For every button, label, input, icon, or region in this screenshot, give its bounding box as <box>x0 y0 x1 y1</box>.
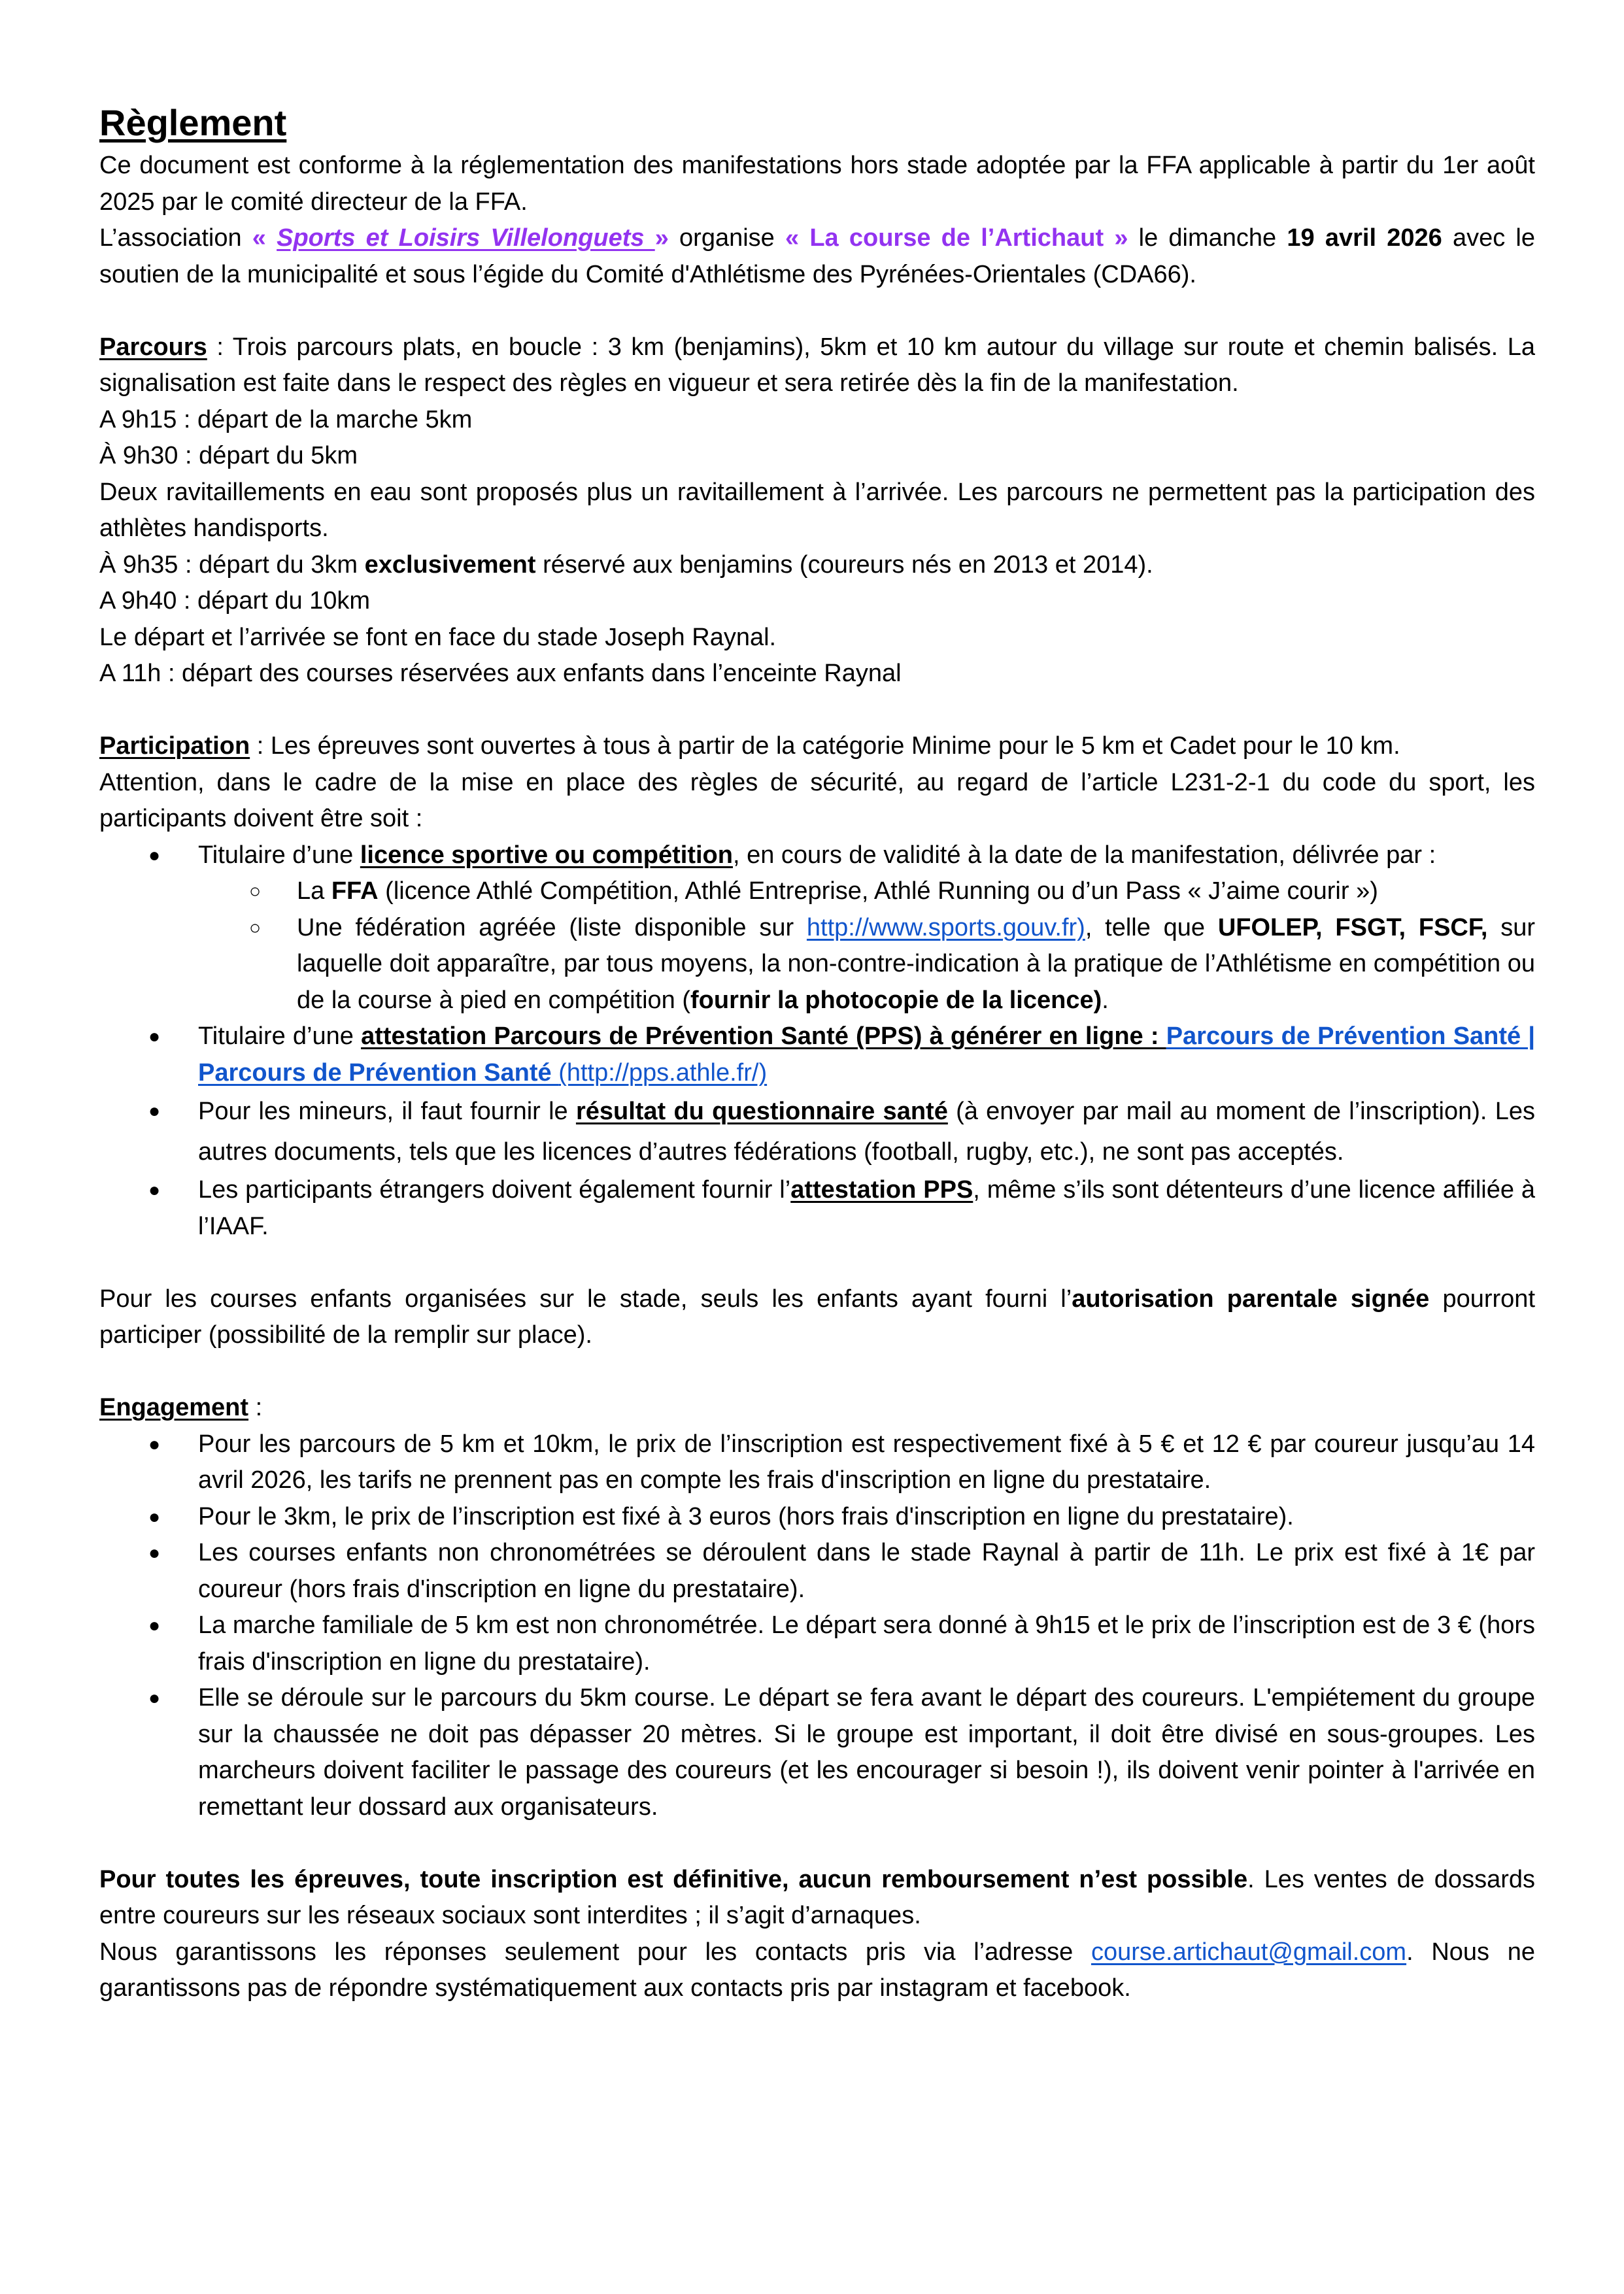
sub-list-item <box>198 910 1535 1019</box>
sub2-text-b: , telle que <box>1085 913 1218 941</box>
footer-section <box>99 1862 1535 2007</box>
pps-link-title[interactable]: Parcours de Prévention Santé | Parcours de Prévention Santé <box>198 1022 1535 1087</box>
intro-date-prefix: le dimanche <box>1128 224 1287 252</box>
engagement-suffix: : <box>248 1394 263 1421</box>
sub1-bold: FFA <box>331 877 379 905</box>
list-item <box>99 1091 1535 1172</box>
engagement-heading: Engagement <box>99 1394 249 1421</box>
bullet4-text-b: , même s’ils sont détenteurs d’une licence affiliée à l’IAAF. <box>198 1176 1536 1240</box>
bullet3-bold: résultat du questionnaire santé <box>575 1098 948 1125</box>
schedule-line: A 9h40 : départ du 10km <box>99 587 371 615</box>
bullet3-text-a: Pour les mineurs, il faut fournir le <box>198 1098 576 1125</box>
parcours-text: : Trois parcours plats, en boucle : 3 km (benjamins), 5km et 10 km autour du village sur route et chemin balisés. La signalisation est faite dans le respect des règles en vigueur et sera retirée dès la fin de la manifestation. <box>99 333 1535 397</box>
refund-text: . Les ventes de dossards entre coureurs sur les réseaux sociaux sont interdites ; il s’agit d’arnaques. <box>99 1865 1535 1929</box>
intro-assoc-prefix: L’association <box>99 224 252 252</box>
bullet2-text-a: Titulaire d’une <box>198 1022 362 1050</box>
parcours-section <box>99 329 1535 692</box>
ravitaillement-text: Deux ravitaillements en eau sont proposés plus un ravitaillement à l’arrivée. Les parcours ne permettent pas la participation des athlètes handisports. <box>99 478 1535 542</box>
participation-list <box>99 837 1535 1245</box>
parcours-intro <box>99 329 1535 402</box>
list-item: ● Les courses enfants non chronométrées se déroulent dans le stade Raynal à partir de 11h. Le prix est fixé à 1€ par coureur (hors frais d'inscription en ligne du prestataire). <box>99 1535 1535 1608</box>
intro-organise: organise <box>668 224 785 252</box>
schedule-line: À 9h30 : départ du 5km <box>99 442 358 469</box>
enfants-text-a: Pour les courses enfants organisées sur le stade, seuls les enfants ayant fourni l’ <box>99 1285 1072 1313</box>
sub2-text-a: Une fédération agréée (liste disponible sur <box>297 913 807 941</box>
intro-paragraph <box>99 148 1535 293</box>
sub-list-item <box>198 873 1535 910</box>
sub1-text-b: (licence Athlé Compétition, Athlé Entreprise, Athlé Running ou d’un Pass « J’aime courir ») <box>378 877 1378 905</box>
list-item <box>99 837 1535 1019</box>
bullet4-text-a: Les participants étrangers doivent également fournir l’ <box>198 1176 791 1204</box>
spacer <box>99 1825 1535 1862</box>
sub2-text-d: . <box>1102 986 1109 1014</box>
spacer <box>99 1245 1535 1281</box>
spacer <box>99 692 1535 729</box>
spacer <box>99 293 1535 329</box>
email-link[interactable]: course.artichaut@gmail.com <box>1091 1938 1407 1966</box>
list-item: ● Pour les parcours de 5 km et 10km, le prix de l’inscription est respectivement fixé à 5 € et 12 € par coureur jusqu’au 14 avril 2026, les tarifs ne prennent pas en compte les frais d'inscription en ligne du prestataire. <box>99 1426 1535 1499</box>
participation-section <box>99 728 1535 1354</box>
attention-text: Attention, dans le cadre de la mise en place des règles de sécurité, au regard de l’article L231-2-1 du code du sport, les participants doivent être soit : <box>99 768 1535 832</box>
participation-intro <box>99 728 1535 765</box>
page-title: Règlement <box>99 102 287 143</box>
quote-open: « <box>252 224 277 252</box>
schedule-line: A 11h : départ des courses réservées aux enfants dans l’enceinte Raynal <box>99 660 902 687</box>
list-item: ● La marche familiale de 5 km est non chronométrée. Le départ sera donné à 9h15 et le prix de l’inscription est de 3 € (hors frais d'inscription en ligne du prestataire). <box>99 1608 1535 1680</box>
contact-text-a: Nous garantissons les réponses seulement pour les contacts pris via l’adresse <box>99 1938 1091 1966</box>
enfants-text-b: pourront participer (possibilité de la remplir sur place). <box>99 1285 1536 1349</box>
refund-bold: Pour toutes les épreuves, toute inscription est définitive, aucun remboursement n’est possible <box>99 1865 1248 1893</box>
schedule-935-bold: exclusivement <box>364 550 536 579</box>
depart-arrivee-text: Le départ et l’arrivée se font en face du stade Joseph Raynal. <box>99 623 777 651</box>
federation-sublist <box>99 873 1535 1019</box>
parcours-heading: Parcours <box>99 333 207 361</box>
engagement-title <box>99 1390 1535 1426</box>
list-item: ● Elle se déroule sur le parcours du 5km course. Le départ se fera avant le départ des coureurs. L'empiétement du groupe sur la chaussée ne doit pas dépasser 20 mètres. Si le groupe est important, il doit être divisé en sous-groupes. Les marcheurs doivent faciliter le passage des coureurs (et les encourager si besoin !), ils doivent venir pointer à l'arrivée en remettant leur dossard aux organisateurs. <box>99 1680 1535 1825</box>
schedule-line <box>99 547 1535 584</box>
document-page <box>99 98 1535 2007</box>
intro-rest: avec le soutien de la municipalité et sous l’égide du Comité d'Athlétisme des Pyrénées-Orientales (CDA66). <box>99 224 1535 288</box>
pps-link-url[interactable]: (http://pps.athle.fr/) <box>558 1058 768 1087</box>
sub1-text-a: La <box>297 877 331 905</box>
association-name-link[interactable]: Sports et Loisirs Villelonguets <box>277 224 655 252</box>
sub2-bold-federations: UFOLEP, FSGT, FSCF, <box>1217 913 1488 941</box>
bullet1-bold: licence sportive ou compétition <box>360 841 733 869</box>
bullet2-bold: attestation Parcours de Prévention Santé (PPS) à générer en ligne : <box>361 1022 1166 1050</box>
enfants-bold: autorisation parentale signée <box>1072 1285 1430 1313</box>
bullet1-text-a: Titulaire d’une <box>198 841 360 869</box>
engagement-section <box>99 1390 1535 1825</box>
spacer <box>99 1354 1535 1391</box>
schedule-line: A 9h15 : départ de la marche 5km <box>99 405 473 433</box>
bullet1-text-b: , en cours de validité à la date de la manifestation, délivrée par : <box>732 841 1436 869</box>
quote-close: » <box>654 224 669 252</box>
schedule-935-b: réservé aux benjamins (coureurs nés en 2013 et 2014). <box>535 550 1153 579</box>
sports-gouv-link[interactable]: http://www.sports.gouv.fr) <box>806 913 1085 941</box>
intro-text: Ce document est conforme à la réglementation des manifestations hors stade adoptée par la FFA applicable à partir du 1er août 2025 par le comité directeur de la FFA. <box>99 152 1535 216</box>
refund-paragraph <box>99 1862 1535 2007</box>
participation-heading: Participation <box>99 732 250 760</box>
list-item <box>99 1019 1535 1091</box>
event-date: 19 avril 2026 <box>1287 224 1442 252</box>
bullet4-bold: attestation PPS <box>790 1176 973 1204</box>
bullet3-text-b: (à envoyer par mail au moment de l’inscription). Les autres documents, tels que les licences d’autres fédérations (football, rugby, etc.), ne sont pas acceptés. <box>198 1098 1535 1166</box>
list-item <box>99 1172 1535 1245</box>
sub2-bold-photocopie: fournir la photocopie de la licence) <box>690 986 1102 1014</box>
engagement-list <box>99 1426 1535 1826</box>
schedule-935-a: À 9h35 : départ du 3km <box>99 550 365 579</box>
participation-text: : Les épreuves sont ouvertes à tous à partir de la catégorie Minime pour le 5 km et Cadet pour le 10 km. <box>250 732 1400 760</box>
event-name: « La course de l’Artichaut » <box>785 224 1128 252</box>
list-item: ● Pour le 3km, le prix de l’inscription est fixé à 3 euros (hors frais d'inscription en ligne du prestataire). <box>99 1499 1535 1536</box>
sub2-text-c: sur laquelle doit apparaître, par tous moyens, la non-contre-indication à la pratique de l’Athlétisme en compétition ou de la course à pied en compétition ( <box>297 913 1535 1014</box>
enfants-paragraph <box>99 1281 1535 1354</box>
contact-text-b: . Nous ne garantissons pas de répondre systématiquement aux contacts pris par instagram et facebook. <box>99 1938 1535 2002</box>
